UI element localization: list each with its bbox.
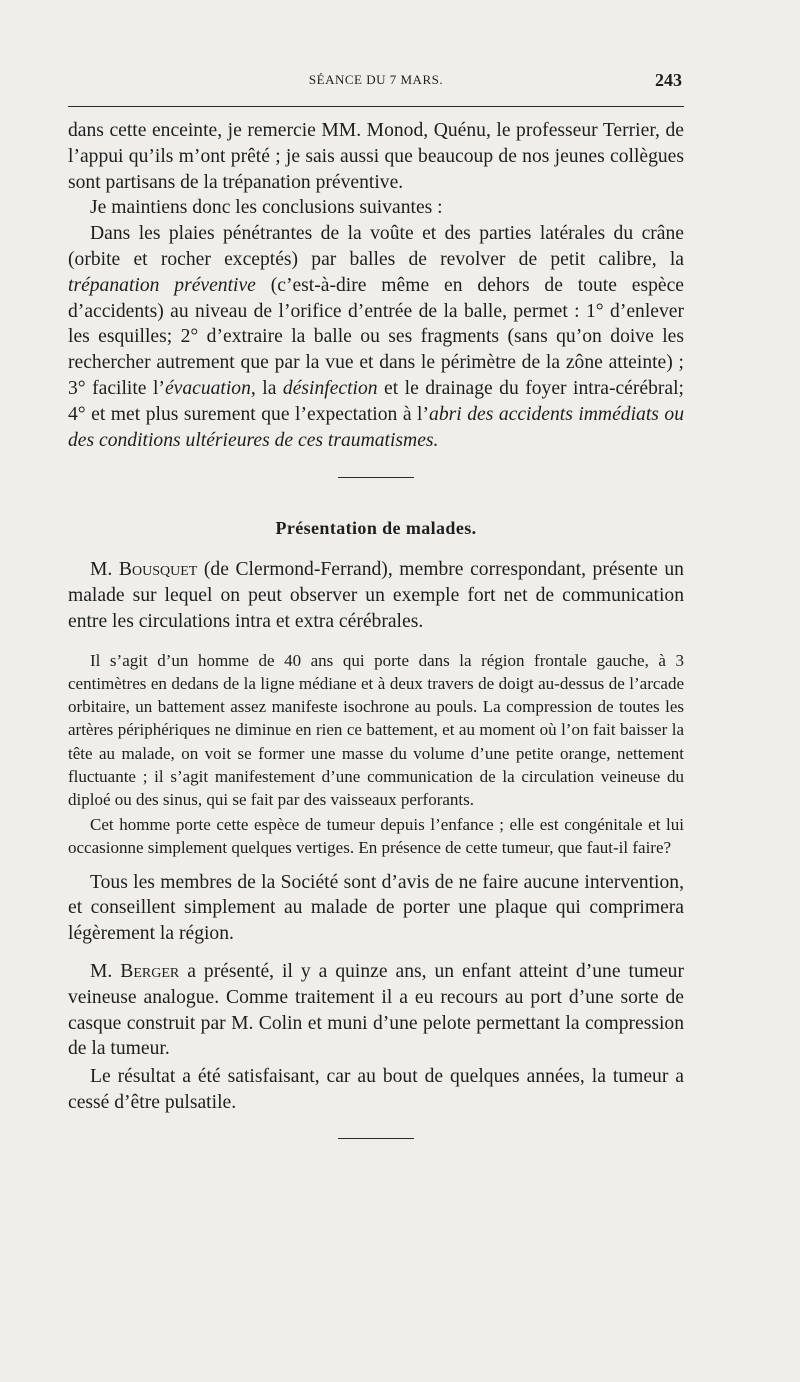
author-name: Bousquet [118, 559, 198, 581]
section-separator [338, 477, 414, 478]
paragraph-presentation [68, 557, 684, 634]
emphasis: abri des accidents immédiats ou des conditions ultérieures de ces traumatismes. [68, 403, 684, 451]
emphasis: désinfection [282, 377, 378, 399]
text-run: M. [90, 960, 121, 982]
text-run: a présenté, il y a quinze ans, un enfant atteint d’une tumeur veineuse analogue. Comme traitement il a eu recours au port d’une sorte de casque construit par M. Colin et muni d’une pelote permettant la compression de la tumeur. [68, 960, 684, 1060]
text-run: (c’est-à-dire même en dehors de toute espèce d’accidents) au niveau de l’orifice d’entrée de la balle, permet : 1° d’enlever les esquilles; 2° d’extraire la balle ou ses fragments (sans qu’on doive les rechercher autrement que par la vue et dans le périmètre de la zône atteinte) ; 3° facilite l’ [68, 274, 684, 399]
emphasis: évacuation [164, 377, 251, 399]
paragraph-conclusions-intro: Je maintiens donc les conclusions suivantes : [90, 197, 443, 219]
page-number: 243 [655, 70, 682, 90]
case-question: Cet homme porte cette espèce de tumeur depuis l’enfance ; elle est congénitale et lui occasionne simplement quelques vertiges. En présence de cette tumeur, que faut-il faire? [68, 815, 684, 858]
emphasis: trépanation préventive [68, 274, 256, 296]
text-run: et le drainage du foyer intra-cérébral; 4° et met plus surement que l’expectation à l’ [68, 377, 684, 425]
text-run: , la [250, 377, 283, 399]
case-description: Il s’agit d’un homme de 40 ans qui porte dans la région frontale gauche, à 3 centimètres en dedans de la ligne médiane et à deux travers de doigt au-dessus de l’arcade orbitaire, un battement assez manifeste isochrone au pouls. La compression de toutes les artères périphériques ne diminue en rien ce battement, et au moment où l’on fait baisser la tête au malade, on voit se former une masse du volume d’une petite orange, nettement fluctuante ; il s’agit manifestement d’une communication de la circulation veineuse du diploé ou des sinus, qui se fait par des vaisseaux perforants. [68, 650, 684, 809]
paragraph-conclusions [68, 221, 684, 453]
paragraph-opinion: Tous les membres de la Société sont d’avis de ne faire aucune intervention, et conseillent simplement au malade de porter une plaque qui comprimera légèrement la région. [68, 871, 684, 945]
text-run: M. [90, 559, 119, 581]
paragraph-continuation: dans cette enceinte, je remercie MM. Monod, Quénu, le professeur Terrier, de l’appui qu’ils m’ont prêté ; je sais aussi que beaucoup de nos jeunes collègues sont partisans de la trépanation préventive. [68, 120, 684, 193]
text-run: Dans les plaies pénétrantes de la voûte et des parties latérales du crâne (orbite et rocher exceptés) par balles de revolver de petit calibre, la [68, 223, 684, 270]
paragraph-berger [68, 959, 684, 1062]
page-header [68, 72, 684, 98]
section-title: Présentation de malades. [275, 518, 477, 539]
page-body [68, 118, 684, 1139]
text-run: (de Clermond-Ferrand), membre correspondant, présente un malade sur lequel on peut observer un exemple fort net de communication entre les circulations intra et extra cérébrales. [68, 559, 684, 632]
running-title: SÉANCE DU 7 MARS. [308, 72, 444, 87]
end-separator [338, 1138, 414, 1139]
paragraph-result: Le résultat a été satisfaisant, car au bout de quelques années, la tumeur a cessé d’être pulsatile. [68, 1066, 684, 1113]
header-rule [68, 106, 684, 107]
author-name: Berger [120, 960, 180, 982]
